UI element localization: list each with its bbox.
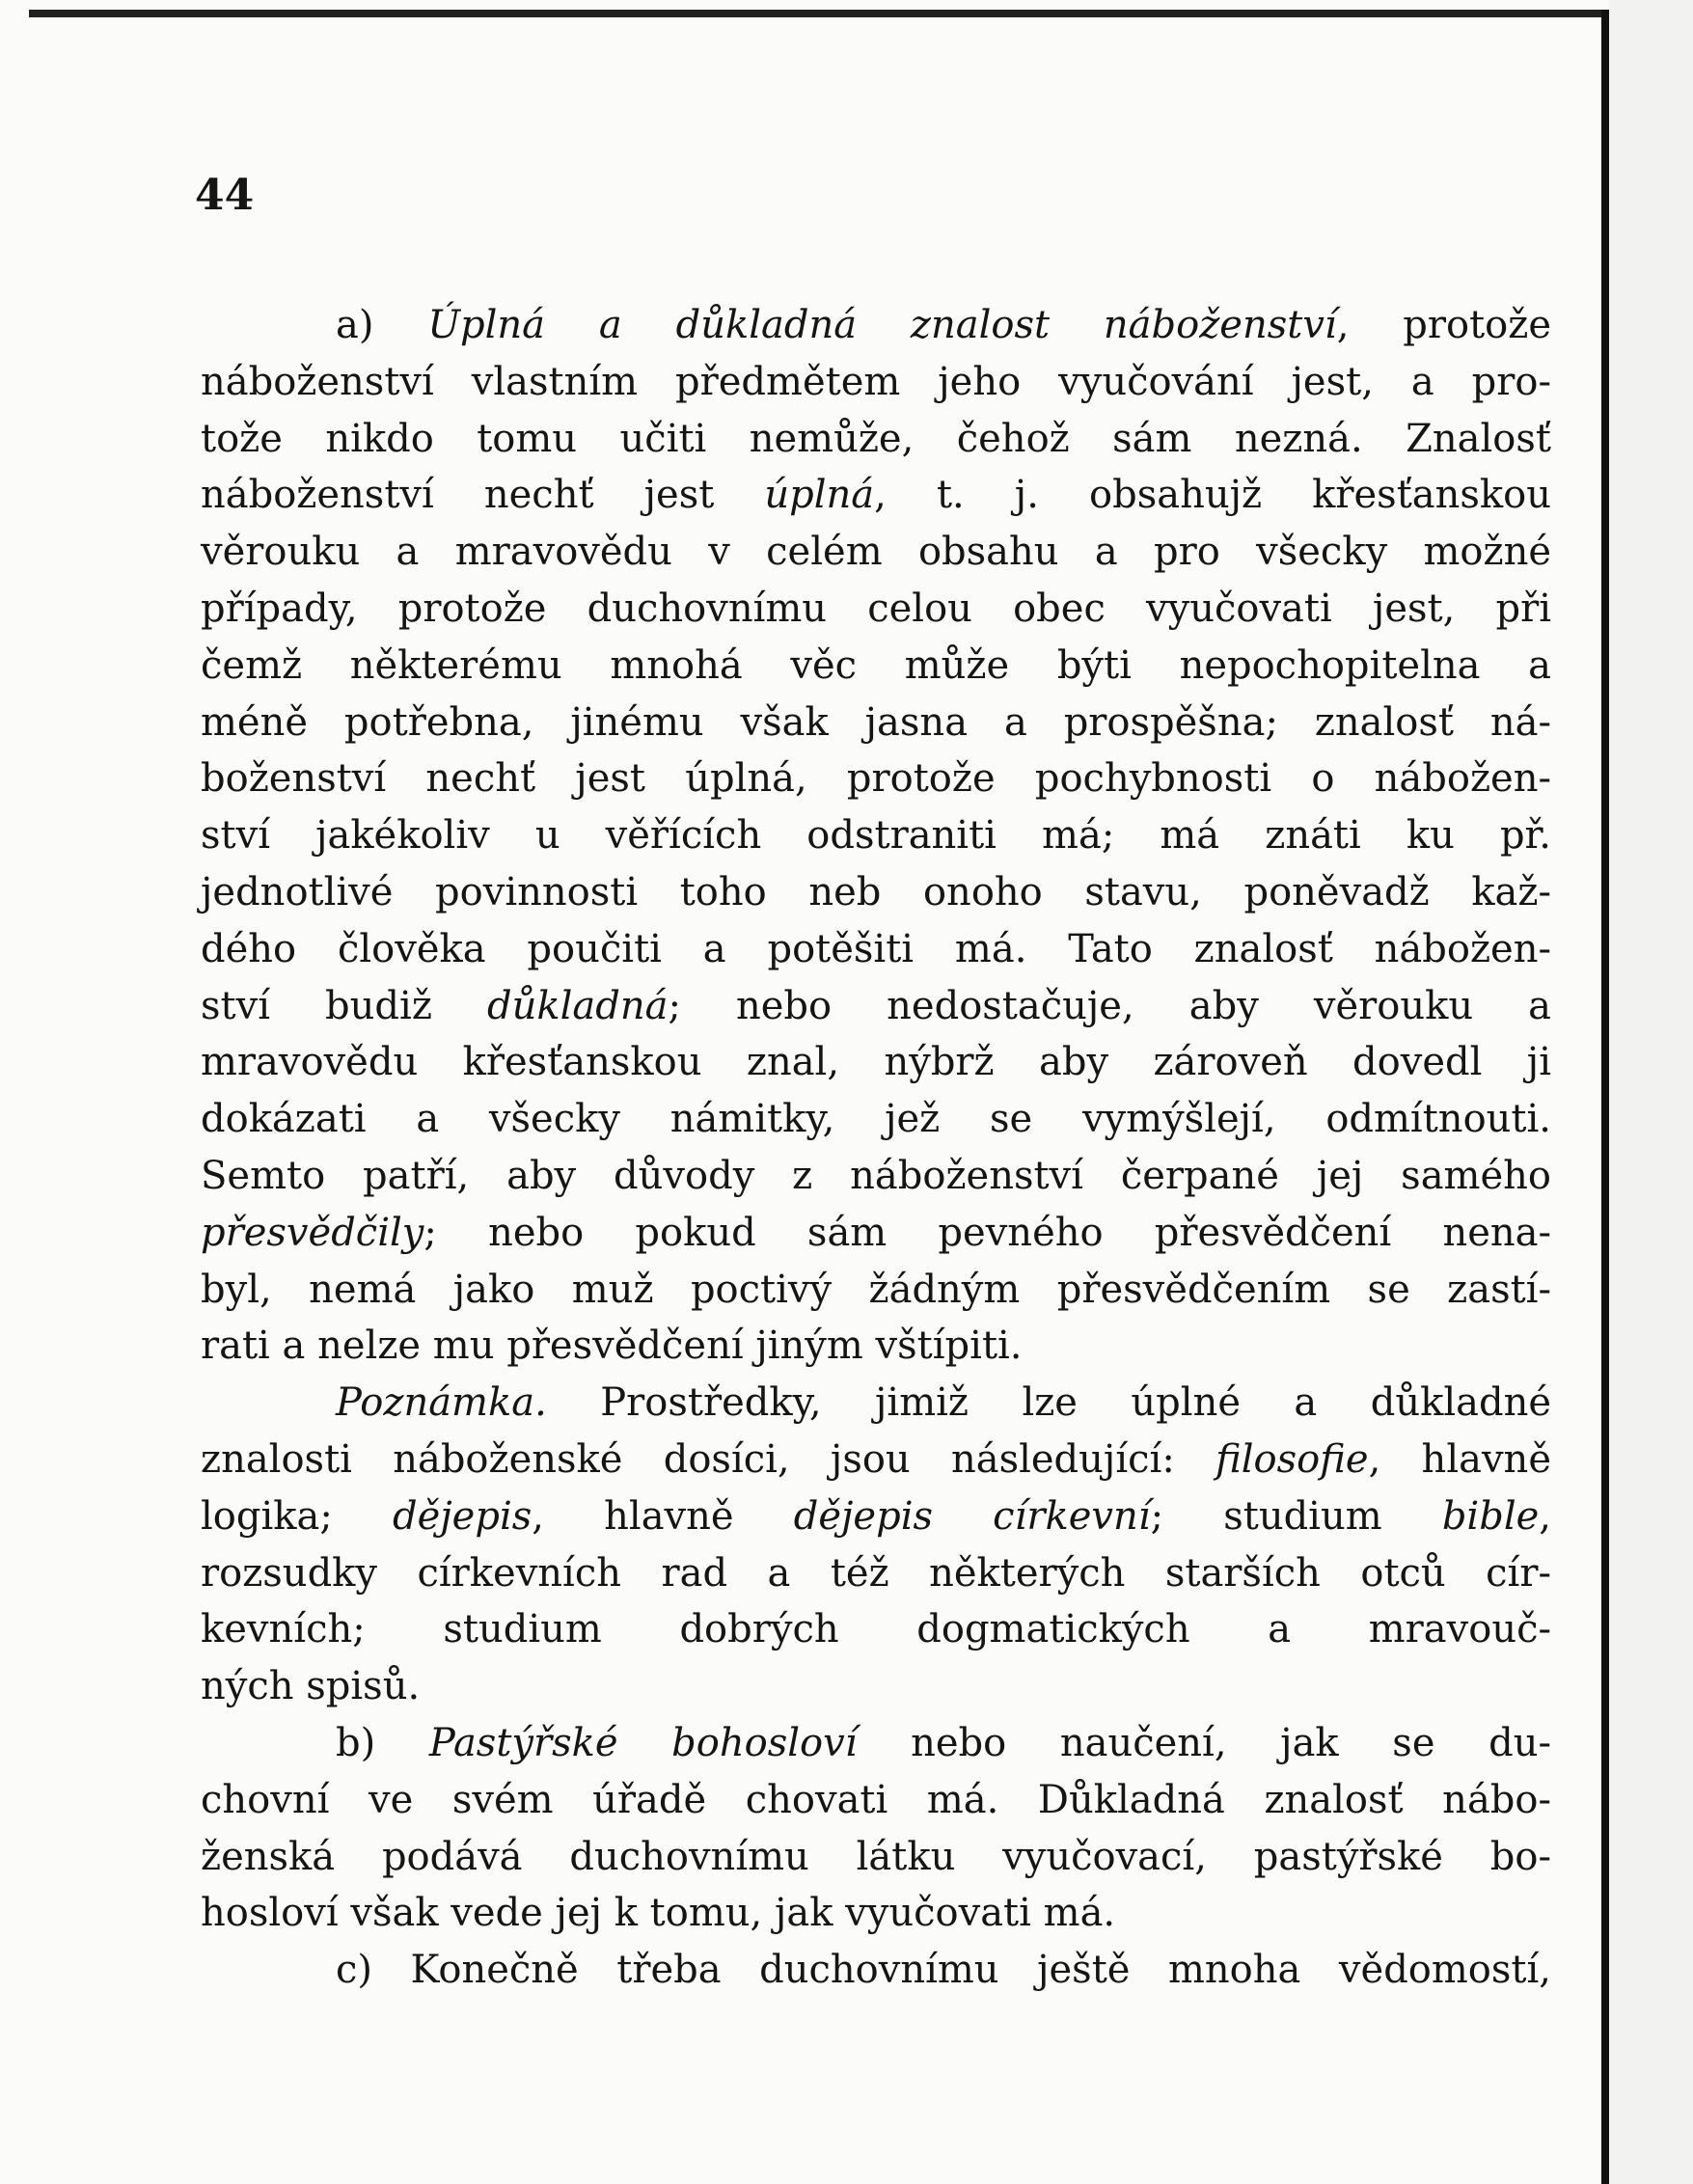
top-border-line xyxy=(29,10,1611,17)
text-line xyxy=(201,1829,1551,1886)
text-segment: rati a nelze mu přesvědčení jiným vštípiti. xyxy=(201,1324,1023,1369)
italic-text: důkladná xyxy=(486,983,669,1028)
text-segment: nebo naučení, jak se du- xyxy=(857,1720,1551,1765)
text-line xyxy=(201,864,1551,921)
text-segment: ných spisů. xyxy=(201,1664,421,1709)
text-segment: b) xyxy=(336,1720,429,1765)
text-segment: náboženství vlastním předmětem jeho vyučování jest, a pro- xyxy=(201,359,1551,404)
text-segment: mravovědu křesťanskou znal, nýbrž aby zároveň dovedl ji xyxy=(201,1040,1551,1085)
text-segment: dého člověka poučiti a potěšiti má. Tato znalosť nábožen- xyxy=(201,926,1551,971)
text-segment: věrouku a mravovědu v celém obsahu a pro všecky možné xyxy=(201,530,1551,575)
text-segment: , hlavně xyxy=(532,1493,794,1539)
text-segment: náboženství nechť jest xyxy=(201,473,765,518)
italic-text: dějepis církevní xyxy=(793,1493,1151,1539)
text-line xyxy=(201,695,1551,751)
text-line xyxy=(201,411,1551,468)
text-segment: , protože xyxy=(1336,303,1551,347)
text-segment: jednotlivé povinnosti toho neb onoho stavu, poněvadž kaž- xyxy=(201,869,1551,915)
text-segment: dokázati a všecky námitky, jež se vymýšlejí, odmítnouti. xyxy=(201,1097,1551,1142)
text-line xyxy=(201,524,1551,581)
text-segment: méně potřebna, jinému však jasna a prospěšna; znalosť ná- xyxy=(201,699,1551,745)
text-line xyxy=(201,1432,1551,1488)
text-line xyxy=(201,921,1551,978)
text-line xyxy=(201,1205,1551,1262)
text-line xyxy=(201,978,1551,1035)
text-segment: čemž některému mnohá věc může býti nepochopitelna a xyxy=(201,642,1551,688)
text-segment: rozsudky církevních rad a též některých starších otců cír- xyxy=(201,1550,1551,1596)
text-segment: , xyxy=(1539,1493,1552,1539)
text-line xyxy=(201,751,1551,807)
italic-text: přesvědčily xyxy=(201,1210,424,1255)
text-segment: ženská podává duchovnímu látku vyučovací, pastýřské bo- xyxy=(201,1834,1551,1879)
text-segment: kevních; studium dobrých dogmatických a mravouč- xyxy=(201,1607,1551,1652)
text-segment: ství budiž xyxy=(201,983,487,1028)
text-line xyxy=(201,1318,1551,1375)
text-line xyxy=(201,1658,1551,1715)
text-line xyxy=(201,1091,1551,1148)
text-segment: případy, protože duchovnímu celou obec vyučovati jest, při xyxy=(201,586,1551,631)
italic-text: Pastýřské bohosloví xyxy=(428,1720,858,1765)
text-segment: byl, nemá jako muž poctivý žádným přesvědčením se zastí- xyxy=(201,1267,1551,1312)
text-segment: , t. j. obsahujž křesťanskou xyxy=(874,473,1551,518)
text-line xyxy=(201,1262,1551,1319)
text-line xyxy=(201,467,1551,524)
text-segment: ; studium xyxy=(1150,1493,1442,1539)
text-segment: Semto patří, aby důvody z náboženství čerpané jej samého xyxy=(201,1153,1551,1198)
text-line xyxy=(201,1715,1551,1772)
text-line xyxy=(201,1601,1551,1658)
text-segment: ; nebo pokud sám pevného přesvědčení nena- xyxy=(423,1210,1551,1255)
text-line xyxy=(201,1034,1551,1091)
right-margin xyxy=(1609,0,1693,2184)
text-segment: c) Konečně třeba duchovnímu ještě mnoha vědomostí, xyxy=(336,1948,1551,1993)
text-line xyxy=(201,1148,1551,1205)
text-line xyxy=(201,581,1551,638)
text-segment: chovní ve svém úřadě chovati má. Důkladná znalosť nábo- xyxy=(201,1777,1551,1822)
text-line xyxy=(201,1545,1551,1602)
right-border-line xyxy=(1601,10,1609,2184)
italic-text: filosofie xyxy=(1215,1436,1369,1482)
text-segment: Prostředky, jimiž lze úplné a důkladné xyxy=(546,1380,1551,1426)
text-line xyxy=(201,1488,1551,1545)
text-segment: , hlavně xyxy=(1368,1436,1551,1482)
text-segment: ství jakékoliv u věřících odstraniti má; má znáti ku př. xyxy=(201,813,1551,859)
italic-text: bible xyxy=(1441,1493,1540,1539)
italic-text: Úplná a důkladná znalost náboženství xyxy=(427,303,1337,347)
text-line xyxy=(201,1772,1551,1829)
text-line xyxy=(201,1375,1551,1432)
text-line xyxy=(201,1885,1551,1942)
text-segment: logika; xyxy=(201,1493,393,1539)
text-line xyxy=(201,1942,1551,1999)
italic-text: úplná xyxy=(764,473,875,518)
italic-text: dějepis xyxy=(393,1493,532,1539)
text-segment: znalosti náboženské dosíci, jsou následující: xyxy=(201,1436,1216,1482)
text-segment: a) xyxy=(336,303,428,347)
page-number: 44 xyxy=(195,171,255,220)
text-segment: ; nebo nedostačuje, aby věrouku a xyxy=(668,983,1552,1028)
body-text xyxy=(201,297,1551,1999)
text-line xyxy=(201,638,1551,695)
text-line xyxy=(201,807,1551,864)
text-segment: hosloví však vede jej k tomu, jak vyučovati má. xyxy=(201,1891,1116,1936)
text-segment: tože nikdo tomu učiti nemůže, čehož sám nezná. Znalosť xyxy=(201,416,1551,461)
text-line xyxy=(201,297,1551,354)
text-line xyxy=(201,354,1551,411)
italic-text: Poznámka. xyxy=(336,1380,547,1426)
text-segment: boženství nechť jest úplná, protože pochybnosti o nábožen- xyxy=(201,756,1551,802)
